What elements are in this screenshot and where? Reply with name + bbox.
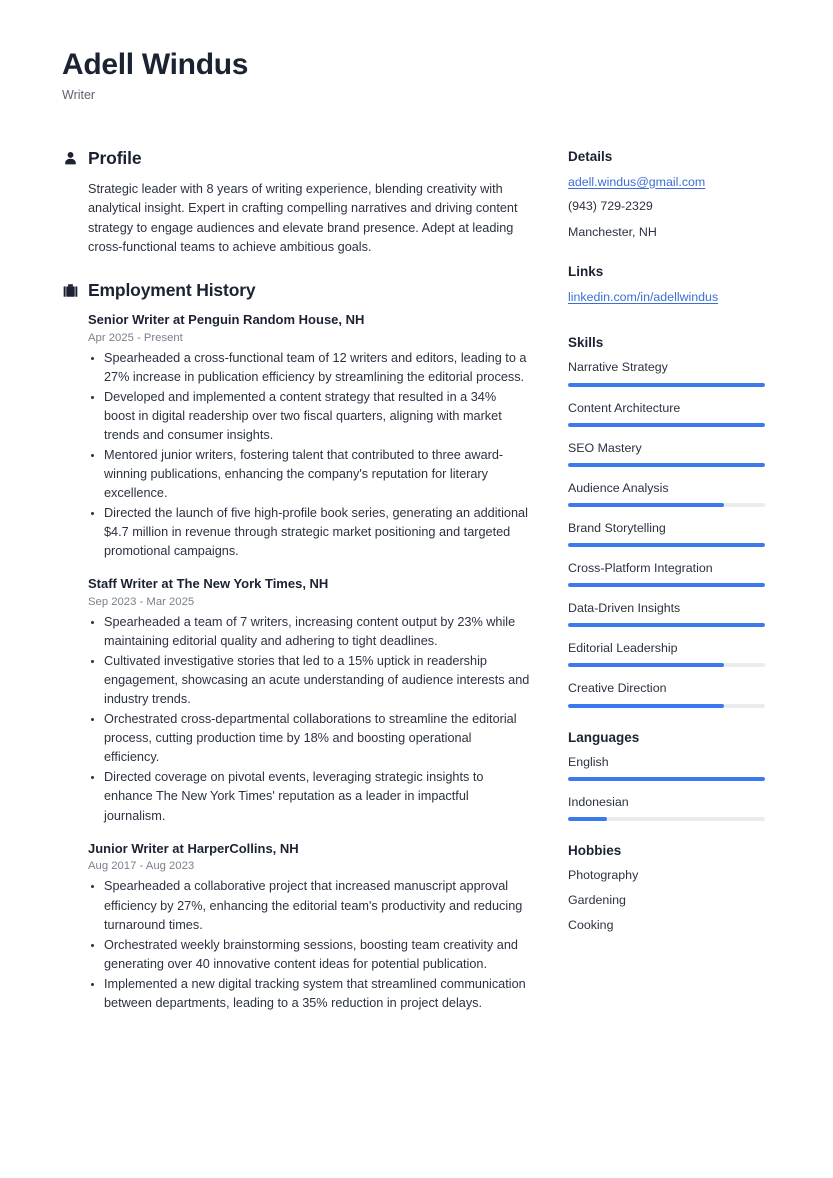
links-list [568,288,771,313]
skill-item-level-bar [568,503,765,507]
links-heading: Links [568,264,604,280]
skills-section [568,335,771,707]
skill-item-level-bar [568,383,765,387]
job-bullet: Orchestrated cross-departmental collaborations to streamline the editorial process, cutting production time by 18% and boosting operational efficiency. [88,710,530,767]
job-dates: Aug 2017 - Aug 2023 [88,860,195,873]
email-link[interactable]: adell.windus@gmail.com [568,174,706,189]
language-item-label: Indonesian [568,794,629,809]
job-role: Staff Writer at The New York Times, NH [88,576,329,592]
resume-body [62,148,771,1035]
skill-item [568,640,771,667]
job-entry [62,576,530,825]
job-dates: Apr 2025 - Present [88,331,183,344]
skill-item-level-fill [568,503,724,507]
skill-item-label: Audience Analysis [568,480,669,495]
job-bullet: Directed coverage on pivotal events, leveraging strategic insights to enhance The New York Times' reputation as a leader in impactful journalism. [88,768,530,825]
language-item-level-bar [568,817,765,821]
candidate-name: Adell Windus [62,48,249,81]
user-icon [62,150,79,167]
skill-item-level-fill [568,663,724,667]
skill-item-level-fill [568,583,765,587]
skill-item-level-fill [568,423,765,427]
job-bullet-list [88,877,530,1012]
skill-item-level-fill [568,383,765,387]
job-bullet-list [88,613,530,826]
skill-item [568,440,771,467]
profile-section-header [62,148,530,169]
skill-item-level-bar [568,583,765,587]
profile-section [62,148,530,258]
job-entry [62,841,530,1013]
skill-item-label: Content Architecture [568,400,681,415]
hobbies-section [568,843,771,933]
main-column [62,148,530,1035]
skill-item-label: SEO Mastery [568,440,642,455]
briefcase-icon [62,282,79,299]
languages-list [568,754,771,821]
skill-item-level-fill [568,623,765,627]
job-entry [62,312,530,561]
skill-item-level-bar [568,623,765,627]
job-bullet: Spearheaded a cross-functional team of 12 writers and editors, leading to a 27% increase in publication efficiency by streamlining the editorial process. [88,349,530,387]
profile-heading: Profile [88,147,142,168]
job-dates: Sep 2023 - Mar 2025 [88,596,195,609]
phone-text: (943) 729-2329 [568,198,653,213]
resume-header [62,48,771,102]
skill-item-label: Data-Driven Insights [568,601,681,616]
language-item [568,794,771,821]
employment-section-header [62,280,530,301]
language-item-level-fill [568,777,765,781]
skill-item [568,359,771,386]
skill-item-label: Editorial Leadership [568,641,678,656]
skill-item-label: Narrative Strategy [568,360,668,375]
job-bullet-list [88,349,530,562]
skill-item-level-bar [568,543,765,547]
languages-section [568,730,771,821]
job-bullet: Mentored junior writers, fostering talent that contributed to three award-winning publications, enhancing the company's reputation for literary excellence. [88,446,530,503]
skill-item [568,480,771,507]
profile-text: Strategic leader with 8 years of writing experience, blending creativity with analytical insight. Expert in crafting compelling narratives and driving content strategy to engage audiences and elevate brand presence. Adept at leading cross-functional teams to achieve ambitious goals. [88,181,518,255]
job-bullet: Spearheaded a team of 7 writers, increasing content output by 23% while maintaining editorial quality and adhering to tight deadlines. [88,613,530,651]
location-text: Manchester, NH [568,225,657,240]
job-bullet: Directed the launch of five high-profile book series, generating an additional $4.7 million in revenue through strategic market positioning and targeted promotional campaigns. [88,504,530,561]
skill-item-level-fill [568,543,765,547]
job-bullet: Spearheaded a collaborative project that increased manuscript approval efficiency by 27%, enhancing the editorial team's productivity and reducing turnaround times. [88,877,530,934]
skill-item-level-bar [568,704,765,708]
hobby-item: Gardening [568,892,626,907]
job-role: Senior Writer at Penguin Random House, NH [88,311,365,327]
language-item-level-fill [568,817,607,821]
employment-section [62,280,530,1013]
hobbies-list [568,867,771,933]
skill-item [568,560,771,587]
skill-item [568,600,771,627]
skill-item-level-fill [568,704,724,708]
skill-item-level-fill [568,463,765,467]
employment-heading: Employment History [88,279,256,300]
skill-item [568,520,771,547]
skills-heading: Skills [568,335,604,351]
links-section [568,264,771,313]
candidate-job-title: Writer [62,87,96,102]
skill-item-label: Creative Direction [568,681,667,696]
job-bullet: Cultivated investigative stories that led to a 15% uptick in readership engagement, showcasing an acute understanding of audience interests and industry trends. [88,652,530,709]
sidebar-column [530,148,771,956]
job-bullet: Implemented a new digital tracking system that streamlined communication between departments, leading to a 35% reduction in project delays. [88,975,530,1013]
skills-list [568,359,771,707]
details-section [568,149,771,243]
language-item [568,754,771,781]
skill-item [568,400,771,427]
languages-heading: Languages [568,729,640,745]
hobby-item: Photography [568,867,639,882]
skill-item-level-bar [568,423,765,427]
skill-item-level-bar [568,463,765,467]
skill-item-label: Cross-Platform Integration [568,561,713,576]
job-bullet: Developed and implemented a content strategy that resulted in a 34% boost in digital readership over two fiscal quarters, aligning with market trends and consumer insights. [88,388,530,445]
job-bullet: Orchestrated weekly brainstorming sessions, boosting team creativity and generating over 40 innovative content ideas for potential publication. [88,936,530,974]
skill-item-label: Brand Storytelling [568,520,666,535]
language-item-label: English [568,754,609,769]
job-role: Junior Writer at HarperCollins, NH [88,840,299,856]
hobbies-heading: Hobbies [568,842,622,858]
employment-list [62,312,530,1013]
hobby-item: Cooking [568,918,614,933]
profile-link[interactable]: linkedin.com/in/adellwindus [568,290,719,305]
details-heading: Details [568,148,613,164]
skill-item [568,680,771,707]
language-item-level-bar [568,777,765,781]
skill-item-level-bar [568,663,765,667]
